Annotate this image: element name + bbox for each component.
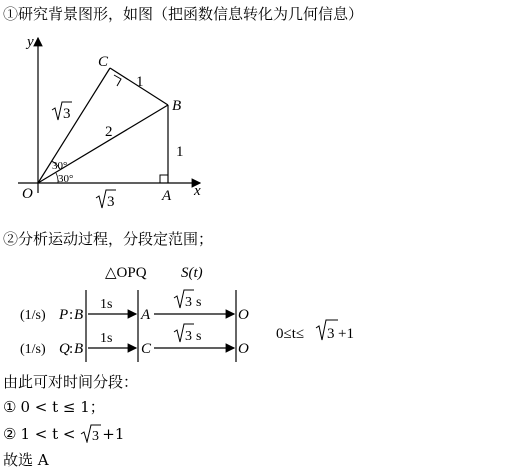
row-q-seg1-label: 1s	[100, 331, 113, 346]
motion-diagram	[0, 258, 514, 368]
length-CB: 1	[136, 74, 144, 90]
label-A: A	[162, 188, 172, 204]
row-q-end: O	[238, 341, 249, 357]
row-p-prefix: (1/s)	[20, 308, 46, 323]
x-axis-label: x	[194, 183, 201, 199]
range-root: 3	[327, 326, 335, 342]
row-q-seg2-unit: s	[196, 329, 202, 344]
segment-OC	[38, 68, 110, 183]
step2-text: ②分析运动过程，分段定范围；	[3, 230, 214, 248]
label-B: B	[172, 98, 182, 114]
case1-marker: ①	[3, 398, 17, 416]
angle-label-bottom: 30°	[58, 173, 74, 185]
length-OB: 2	[105, 124, 113, 140]
case2-expression-post: +1	[102, 425, 125, 443]
row-q-point: Q	[59, 341, 70, 357]
y-axis-label: y	[27, 34, 34, 50]
case2-marker: ②	[3, 425, 17, 443]
row-p-end: O	[238, 307, 249, 323]
length-OC: 3	[63, 106, 71, 122]
range-pre: 0≤t≤	[276, 326, 305, 342]
row-p-point: P	[59, 307, 69, 323]
row-q-mid: C	[141, 341, 152, 357]
case1-expression: 0 < t ≤ 1；	[20, 398, 105, 416]
case2-sqrt-radicand: 3	[92, 429, 100, 443]
row-q-start: B	[74, 341, 84, 357]
header-S-of-t: S(t)	[181, 265, 203, 281]
angle-label-top: 30°	[52, 160, 68, 172]
case2-sqrt	[80, 423, 102, 443]
label-O: O	[22, 186, 33, 202]
length-OA: 3	[107, 194, 115, 210]
conclusion-text: 故选 A	[3, 451, 49, 469]
step1-text: ①研究背景图形，如图（把函数信息转化为几何信息）	[3, 5, 364, 23]
row-p-start: B	[74, 307, 84, 323]
case1-line	[3, 396, 105, 417]
segment-intro-text: 由此可对时间分段：	[3, 373, 139, 391]
case2-expression-pre: 1 < t <	[20, 425, 76, 443]
row-p-seg2-unit: s	[196, 295, 202, 310]
geometry-figure	[0, 28, 514, 248]
case2-line	[3, 423, 124, 443]
row-q-seg2-root: 3	[185, 329, 192, 344]
right-angle-C	[114, 75, 121, 86]
row-p-seg1-label: 1s	[100, 297, 113, 312]
length-AB: 1	[176, 144, 184, 160]
row-p-colon: :	[69, 307, 74, 323]
row-q-prefix: (1/s)	[20, 342, 46, 357]
row-q-colon: :	[69, 341, 74, 357]
row-p-mid: A	[141, 307, 151, 323]
label-C: C	[98, 54, 109, 70]
range-post: +1	[338, 326, 354, 342]
right-angle-A	[160, 175, 168, 183]
header-triangle-OPQ: △OPQ	[105, 265, 147, 281]
row-p-seg2-root: 3	[185, 295, 192, 310]
